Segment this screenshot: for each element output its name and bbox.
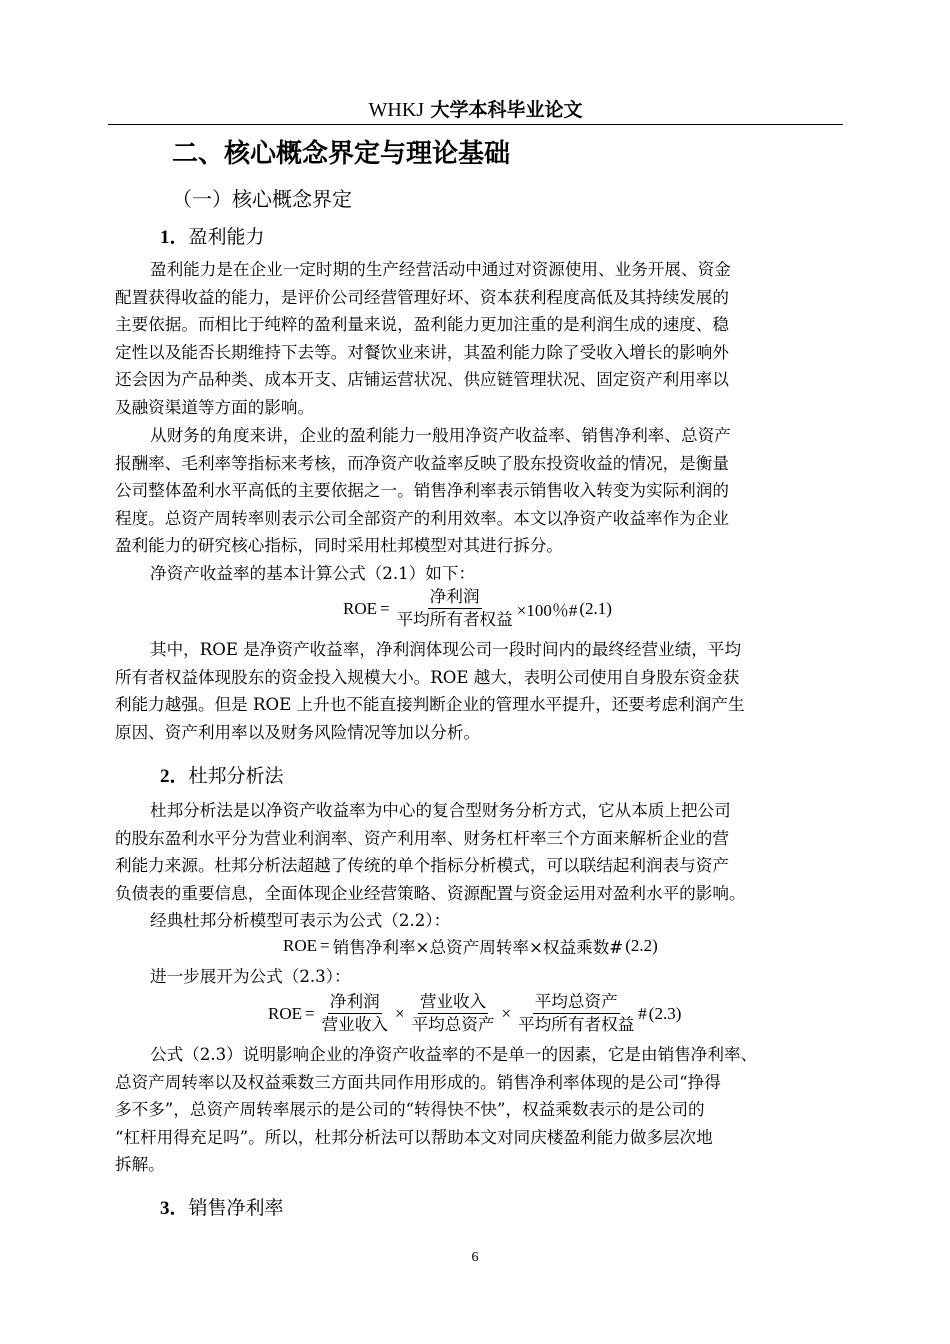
text-line: 盈利能力是在企业一定时期的生产经营活动中通过对资源使用、业务开展、资金 <box>150 260 731 279</box>
text-line: 报酬率、毛利率等指标来考核，而净资产收益率反映了股东投资收益的情况，是衡量 <box>115 453 729 473</box>
paragraph-profitability-definition <box>115 256 841 422</box>
header-rule <box>108 124 843 125</box>
subsection-title: 销售净利率 <box>188 1197 284 1219</box>
fraction-denominator: 营业收入 <box>321 1015 388 1034</box>
subsection-title: 盈利能力 <box>188 226 265 248</box>
subsection-number: 1． <box>160 227 189 248</box>
text-line: 利能力越强。但是 ROE 上升也不能直接判断企业的管理水平提升，还要考虑利润产生 <box>115 695 745 715</box>
subsection-number: 2． <box>160 766 189 787</box>
subsection-heading-2 <box>160 762 284 791</box>
subsection-heading-3 <box>160 1194 284 1223</box>
equation-tag: (2.1) <box>579 598 612 618</box>
chapter-title: 二、核心概念界定与理论基础 <box>172 139 511 169</box>
eq-body: 销售净利率×总资产周转率×权益乘数# <box>332 938 624 957</box>
eq-equals: = <box>380 598 390 618</box>
equation-tag: (2.2) <box>625 936 658 955</box>
subsection-title: 杜邦分析法 <box>188 765 284 787</box>
fraction-numerator: 净利润 <box>328 991 382 1014</box>
text-line: 配置获得收益的能力，是评价公司经营管理好坏、资本获利程度高低及其持续发展的 <box>115 287 729 307</box>
text-line: 公式（2.3）说明影响企业的净资产收益率的不是单一的因素，它是由销售净利率、 <box>150 1045 758 1064</box>
equation-tag: (2.3) <box>648 1003 682 1023</box>
text-line: 从财务的角度来讲，企业的盈利能力一般用净资产收益率、销售净利率、总资产 <box>150 426 731 445</box>
fraction <box>395 586 515 631</box>
equation-2-2 <box>283 934 658 958</box>
eq-lhs: ROE <box>268 1003 302 1023</box>
header-school-code: WHKJ <box>368 99 425 121</box>
fraction <box>320 991 390 1036</box>
subsection-number: 3． <box>160 1198 189 1219</box>
fraction-numerator: 营业收入 <box>418 991 488 1014</box>
text-line: 程度。总资产周转率则表示公司全部资产的利用效率。本文以净资产收益率作为企业 <box>115 508 729 528</box>
subsection-heading-1 <box>160 223 265 252</box>
paragraph-dupont-interpretation <box>115 1041 841 1179</box>
text-line: 进一步展开为公式（2.3）： <box>150 967 351 986</box>
text-line: 拆解。 <box>115 1155 165 1175</box>
paragraph-roe-explanation <box>115 636 841 746</box>
running-header <box>108 96 843 124</box>
eq-equals: = <box>305 1003 315 1023</box>
fraction-denominator: 平均总资产 <box>411 1015 495 1034</box>
text-line: 及融资渠道等方面的影响。 <box>115 397 315 417</box>
eq-times: × <box>394 1003 405 1023</box>
text-line: 公司整体盈利水平高低的主要依据之一。销售净利率表示销售收入转变为实际利润的 <box>115 481 729 501</box>
eq-lhs: ROE <box>343 598 377 618</box>
text-line: 原因、资产利用率以及财务风险情况等加以分析。 <box>115 722 481 742</box>
fraction-denominator: 平均所有者权益 <box>518 1015 635 1034</box>
text-line: 的股东盈利水平分为营业利润率、资产利用率、财务杠杆率三个方面来解析企业的营 <box>115 828 729 848</box>
fraction-denominator: 平均所有者权益 <box>396 610 513 629</box>
text-line: 杜邦分析法是以净资产收益率为中心的复合型财务分析方式，它从本质上把公司 <box>150 801 731 820</box>
text-line: 负债表的重要信息，全面体现企业经营策略、资源配置与资金运用对盈利水平的影响。 <box>115 883 746 903</box>
text-line: 利能力来源。杜邦分析法超越了传统的单个指标分析模式，可以联结起利润表与资产 <box>115 856 729 876</box>
text-line: 还会因为产品种类、成本开支、店铺运营状况、供应链管理状况、固定资产利用率以 <box>115 370 729 390</box>
text-line: 多不多”，总资产周转率展示的是公司的“转得快不快”，权益乘数表示的是公司的 <box>115 1100 705 1120</box>
text-line: “杠杆用得充足吗”。所以，杜邦分析法可以帮助本文对同庆楼盈利能力做多层次地 <box>115 1127 713 1147</box>
header-thesis-label: 大学本科毕业论文 <box>430 99 583 121</box>
fraction-numerator: 净利润 <box>428 586 482 609</box>
paragraph-dupont-definition <box>115 797 841 907</box>
equation-2-1 <box>343 586 612 631</box>
eq-hash: # <box>638 1003 647 1023</box>
text-line: 总资产周转率以及权益乘数三方面共同作用形成的。销售净利率体现的是公司“挣得 <box>115 1072 721 1092</box>
paragraph-roe-formula-intro <box>115 560 841 588</box>
eq-times: × <box>501 1003 512 1023</box>
fraction <box>516 991 636 1036</box>
text-line: 定性以及能否长期维持下去等。对餐饮业来讲，其盈利能力除了受收入增长的影响外 <box>115 342 729 362</box>
eq-rest: ×100％# <box>516 601 578 620</box>
text-line: 经典杜邦分析模型可表示为公式（2.2）： <box>150 911 451 930</box>
section-title: （一）核心概念界定 <box>172 187 352 211</box>
fraction <box>410 991 497 1036</box>
fraction-numerator: 平均总资产 <box>533 991 620 1014</box>
text-line: 净资产收益率的基本计算公式（2.1）如下： <box>150 564 476 583</box>
text-line: 主要依据。而相比于纯粹的盈利量来说，盈利能力更加注重的是利润生成的速度、稳 <box>115 315 729 335</box>
page-number: 6 <box>471 1250 479 1265</box>
paragraph-expanded-formula-intro <box>115 963 841 991</box>
equation-2-3 <box>268 991 681 1036</box>
text-line: 所有者权益体现股东的资金投入规模大小。ROE 越大，表明公司使用自身股东资金获 <box>115 667 740 687</box>
paragraph-dupont-formula-intro <box>115 907 841 935</box>
eq-equals: = <box>320 936 330 955</box>
eq-lhs: ROE <box>283 936 317 955</box>
paragraph-financial-indicators <box>115 422 841 560</box>
text-line: 其中，ROE 是净资产收益率，净利润体现公司一段时间内的最终经营业绩，平均 <box>150 640 742 659</box>
text-line: 盈利能力的研究核心指标，同时采用杜邦模型对其进行拆分。 <box>115 536 564 556</box>
